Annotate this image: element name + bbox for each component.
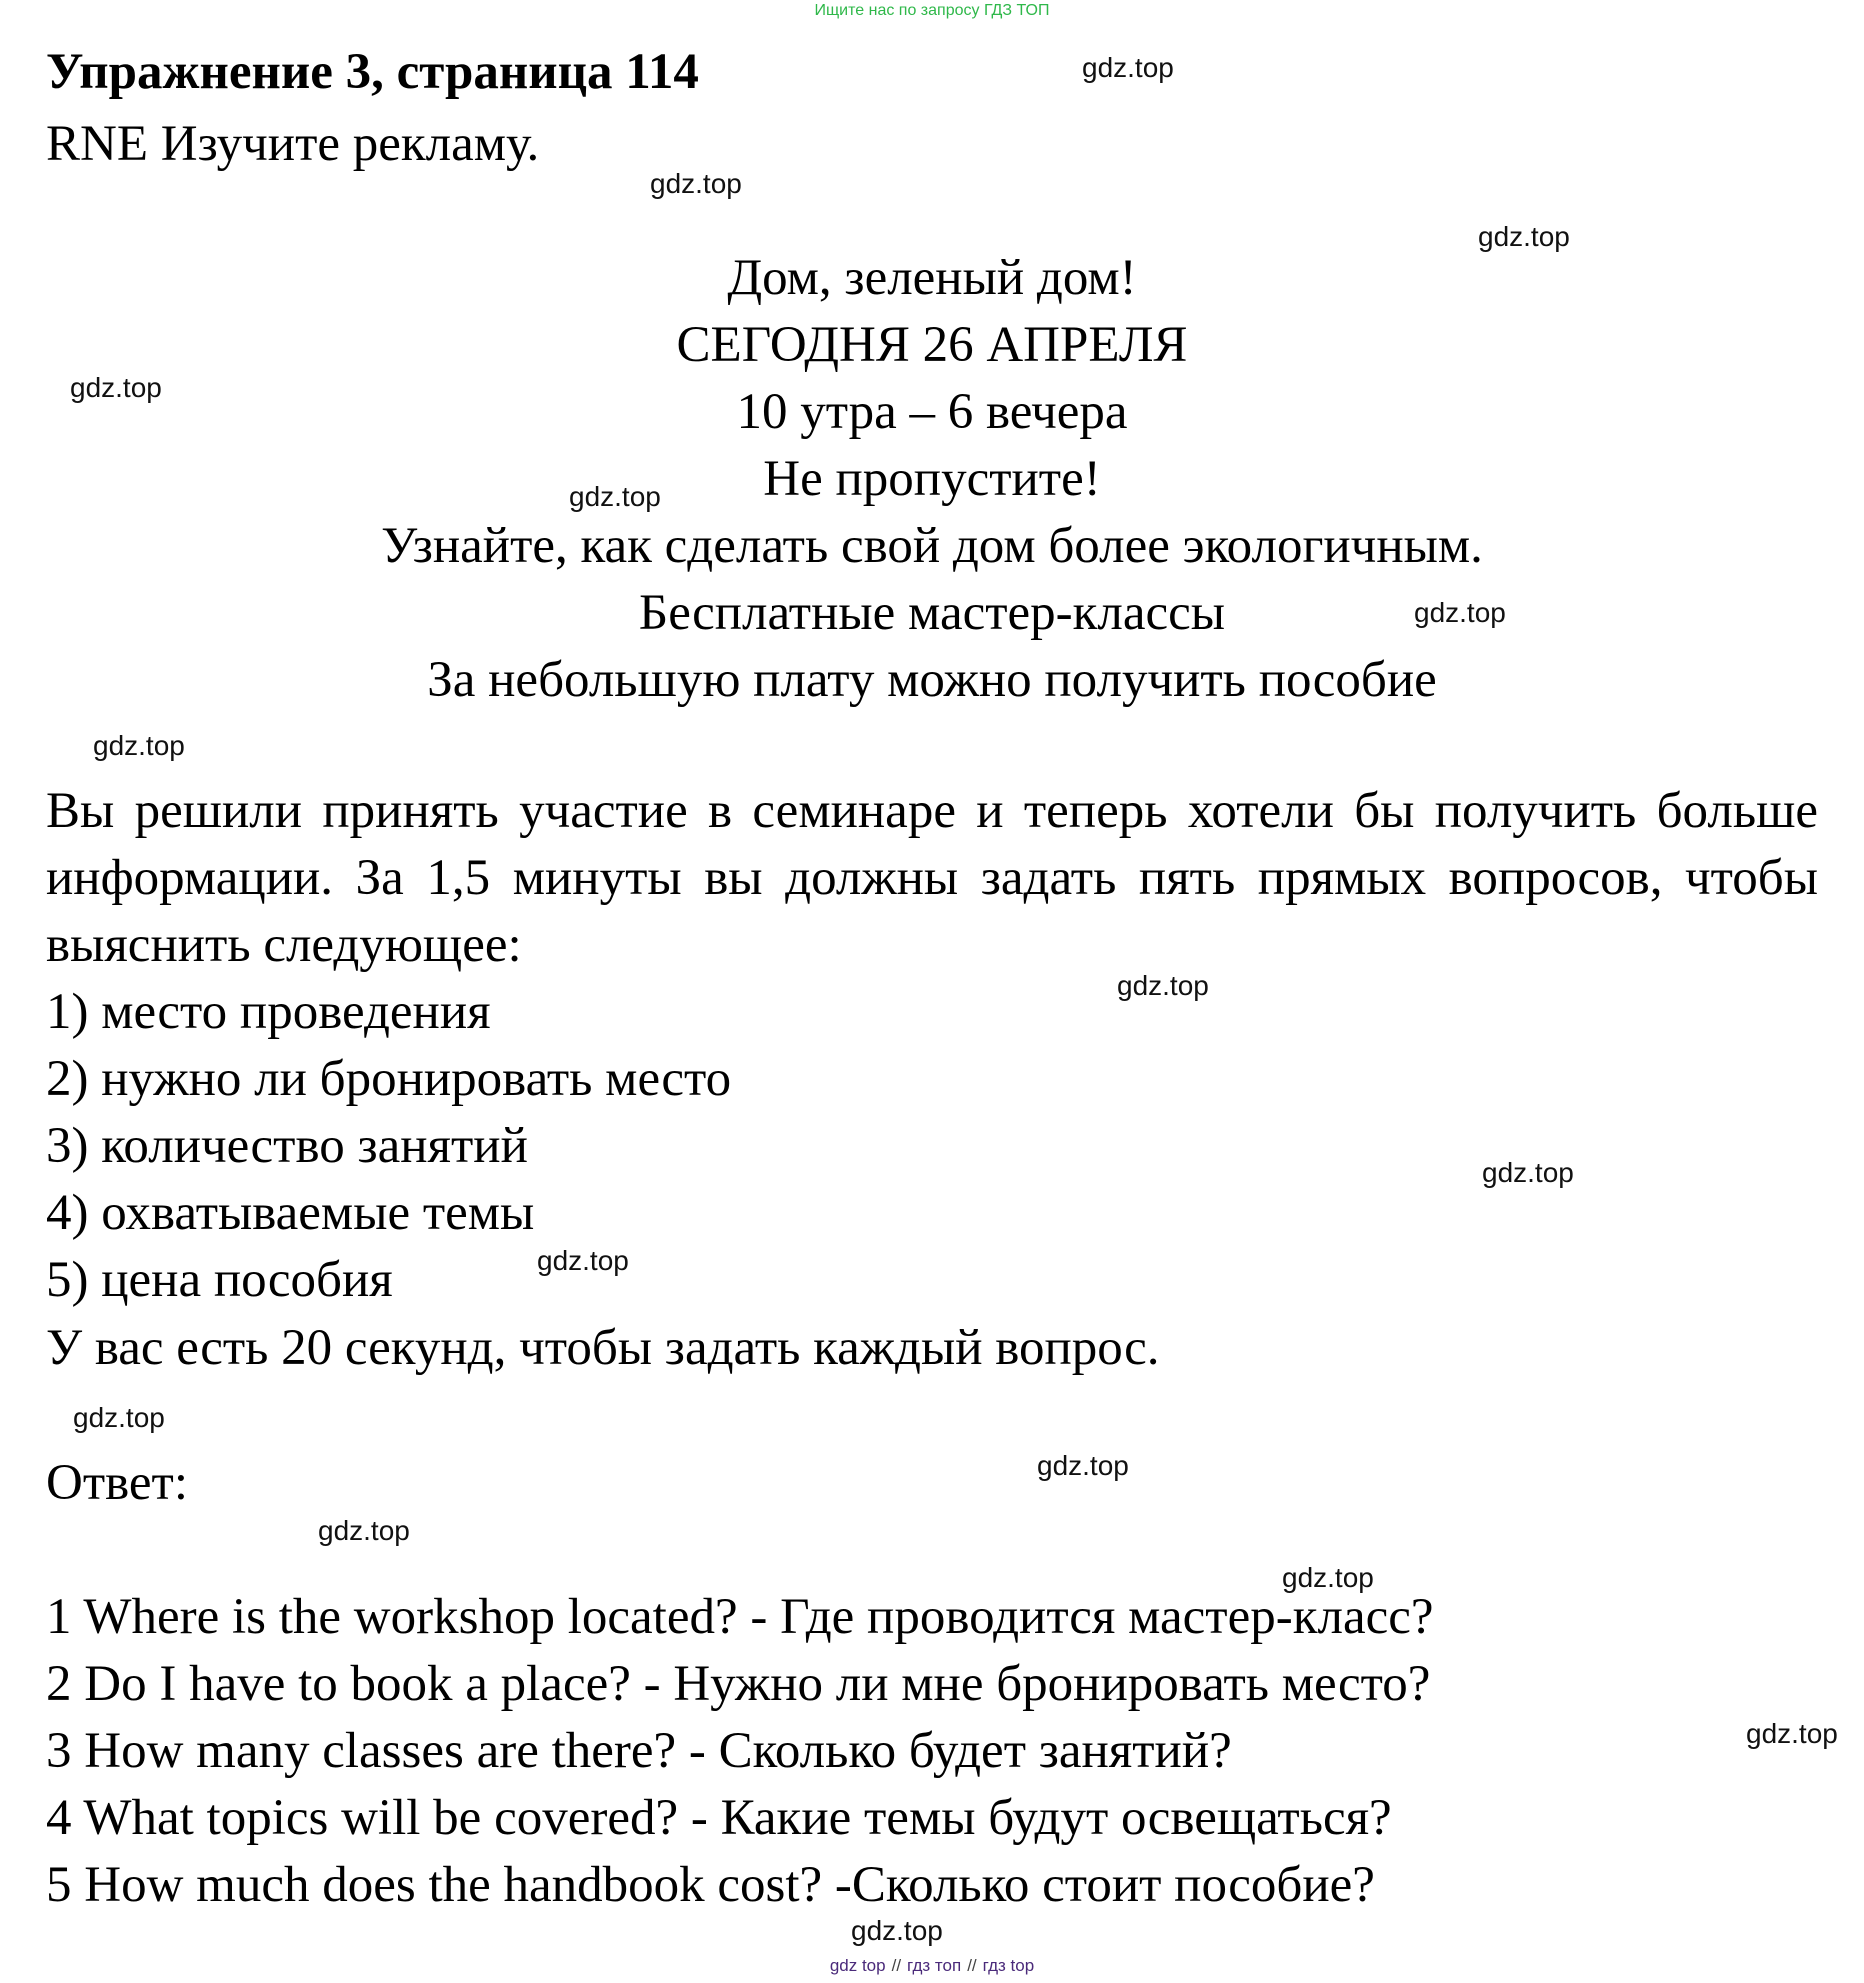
page-title: Упражнение 3, страница 114 [46,44,699,100]
watermark: gdz.top [1414,597,1506,628]
watermark: gdz.top [70,372,162,403]
ad-line: Бесплатные мастер-классы [638,585,1226,641]
answer-line: 3 How many classes are there? - Сколько будет занятий? [46,1723,1232,1779]
watermark: gdz.top [93,730,185,761]
footer-separator: // [967,1956,977,1975]
watermark: gdz.top [1282,1562,1374,1593]
footer-link[interactable]: гдз топ [907,1956,962,1975]
ad-line: СЕГОДНЯ 26 АПРЕЛЯ [676,317,1188,373]
answer-line: 5 How much does the handbook cost? -Сколько стоит пособие? [46,1857,1375,1913]
footer-link[interactable]: gdz top [829,1956,886,1975]
ad-line: Не пропустите! [763,451,1101,507]
task-item: 1) место проведения [46,984,491,1040]
footer-link[interactable]: гдз top [982,1956,1035,1975]
answer-line: 1 Where is the workshop located? - Где проводится мастер-класс? [46,1589,1434,1645]
footer-separator: // [891,1956,902,1975]
watermark: gdz.top [1082,52,1174,83]
watermark: gdz.top [851,1915,943,1946]
answer-line: 2 Do I have to book a place? - Нужно ли мне бронировать место? [46,1656,1431,1712]
watermark: gdz.top [537,1245,629,1276]
ad-line: Узнайте, как сделать свой дом более экологичным. [381,518,1483,574]
watermark: gdz.top [1117,970,1209,1001]
top-banner: Ищите нас по запросу ГДЗ ТОП [814,2,1050,19]
exercise-instruction: RNE Изучите рекламу. [46,116,540,172]
watermark: gdz.top [650,168,742,199]
watermark: gdz.top [318,1515,410,1546]
watermark: gdz.top [73,1402,165,1433]
watermark: gdz.top [1746,1718,1838,1749]
watermark: gdz.top [569,481,661,512]
task-item: 3) количество занятий [46,1118,528,1174]
advertisement [0,245,1864,714]
task-item: 4) охватываемые темы [46,1185,535,1241]
task-intro: Вы решили принять участие в семинаре и теперь хотели бы получить больше информации. За 1,5 минуты вы должны задать пять прямых вопросов, чтобы выяснить следующее: [46,783,1818,973]
answer-line: 4 What topics will be covered? - Какие темы будут освещаться? [46,1790,1392,1846]
answer-label: Ответ: [46,1455,188,1511]
task-item: 2) нужно ли бронировать место [46,1051,732,1107]
task-note: У вас есть 20 секунд, чтобы задать каждый вопрос. [46,1320,1160,1376]
answer-list [46,1584,1433,1919]
watermark: gdz.top [1478,221,1570,252]
footer-links [0,1956,1864,1976]
watermark: gdz.top [1037,1450,1129,1481]
ad-line: Дом, зеленый дом! [727,250,1137,306]
ad-line: 10 утра – 6 вечера [736,384,1128,440]
ad-line: За небольшую плату можно получить пособие [427,652,1437,708]
watermark: gdz.top [1482,1157,1574,1188]
task-item: 5) цена пособия [46,1252,393,1308]
